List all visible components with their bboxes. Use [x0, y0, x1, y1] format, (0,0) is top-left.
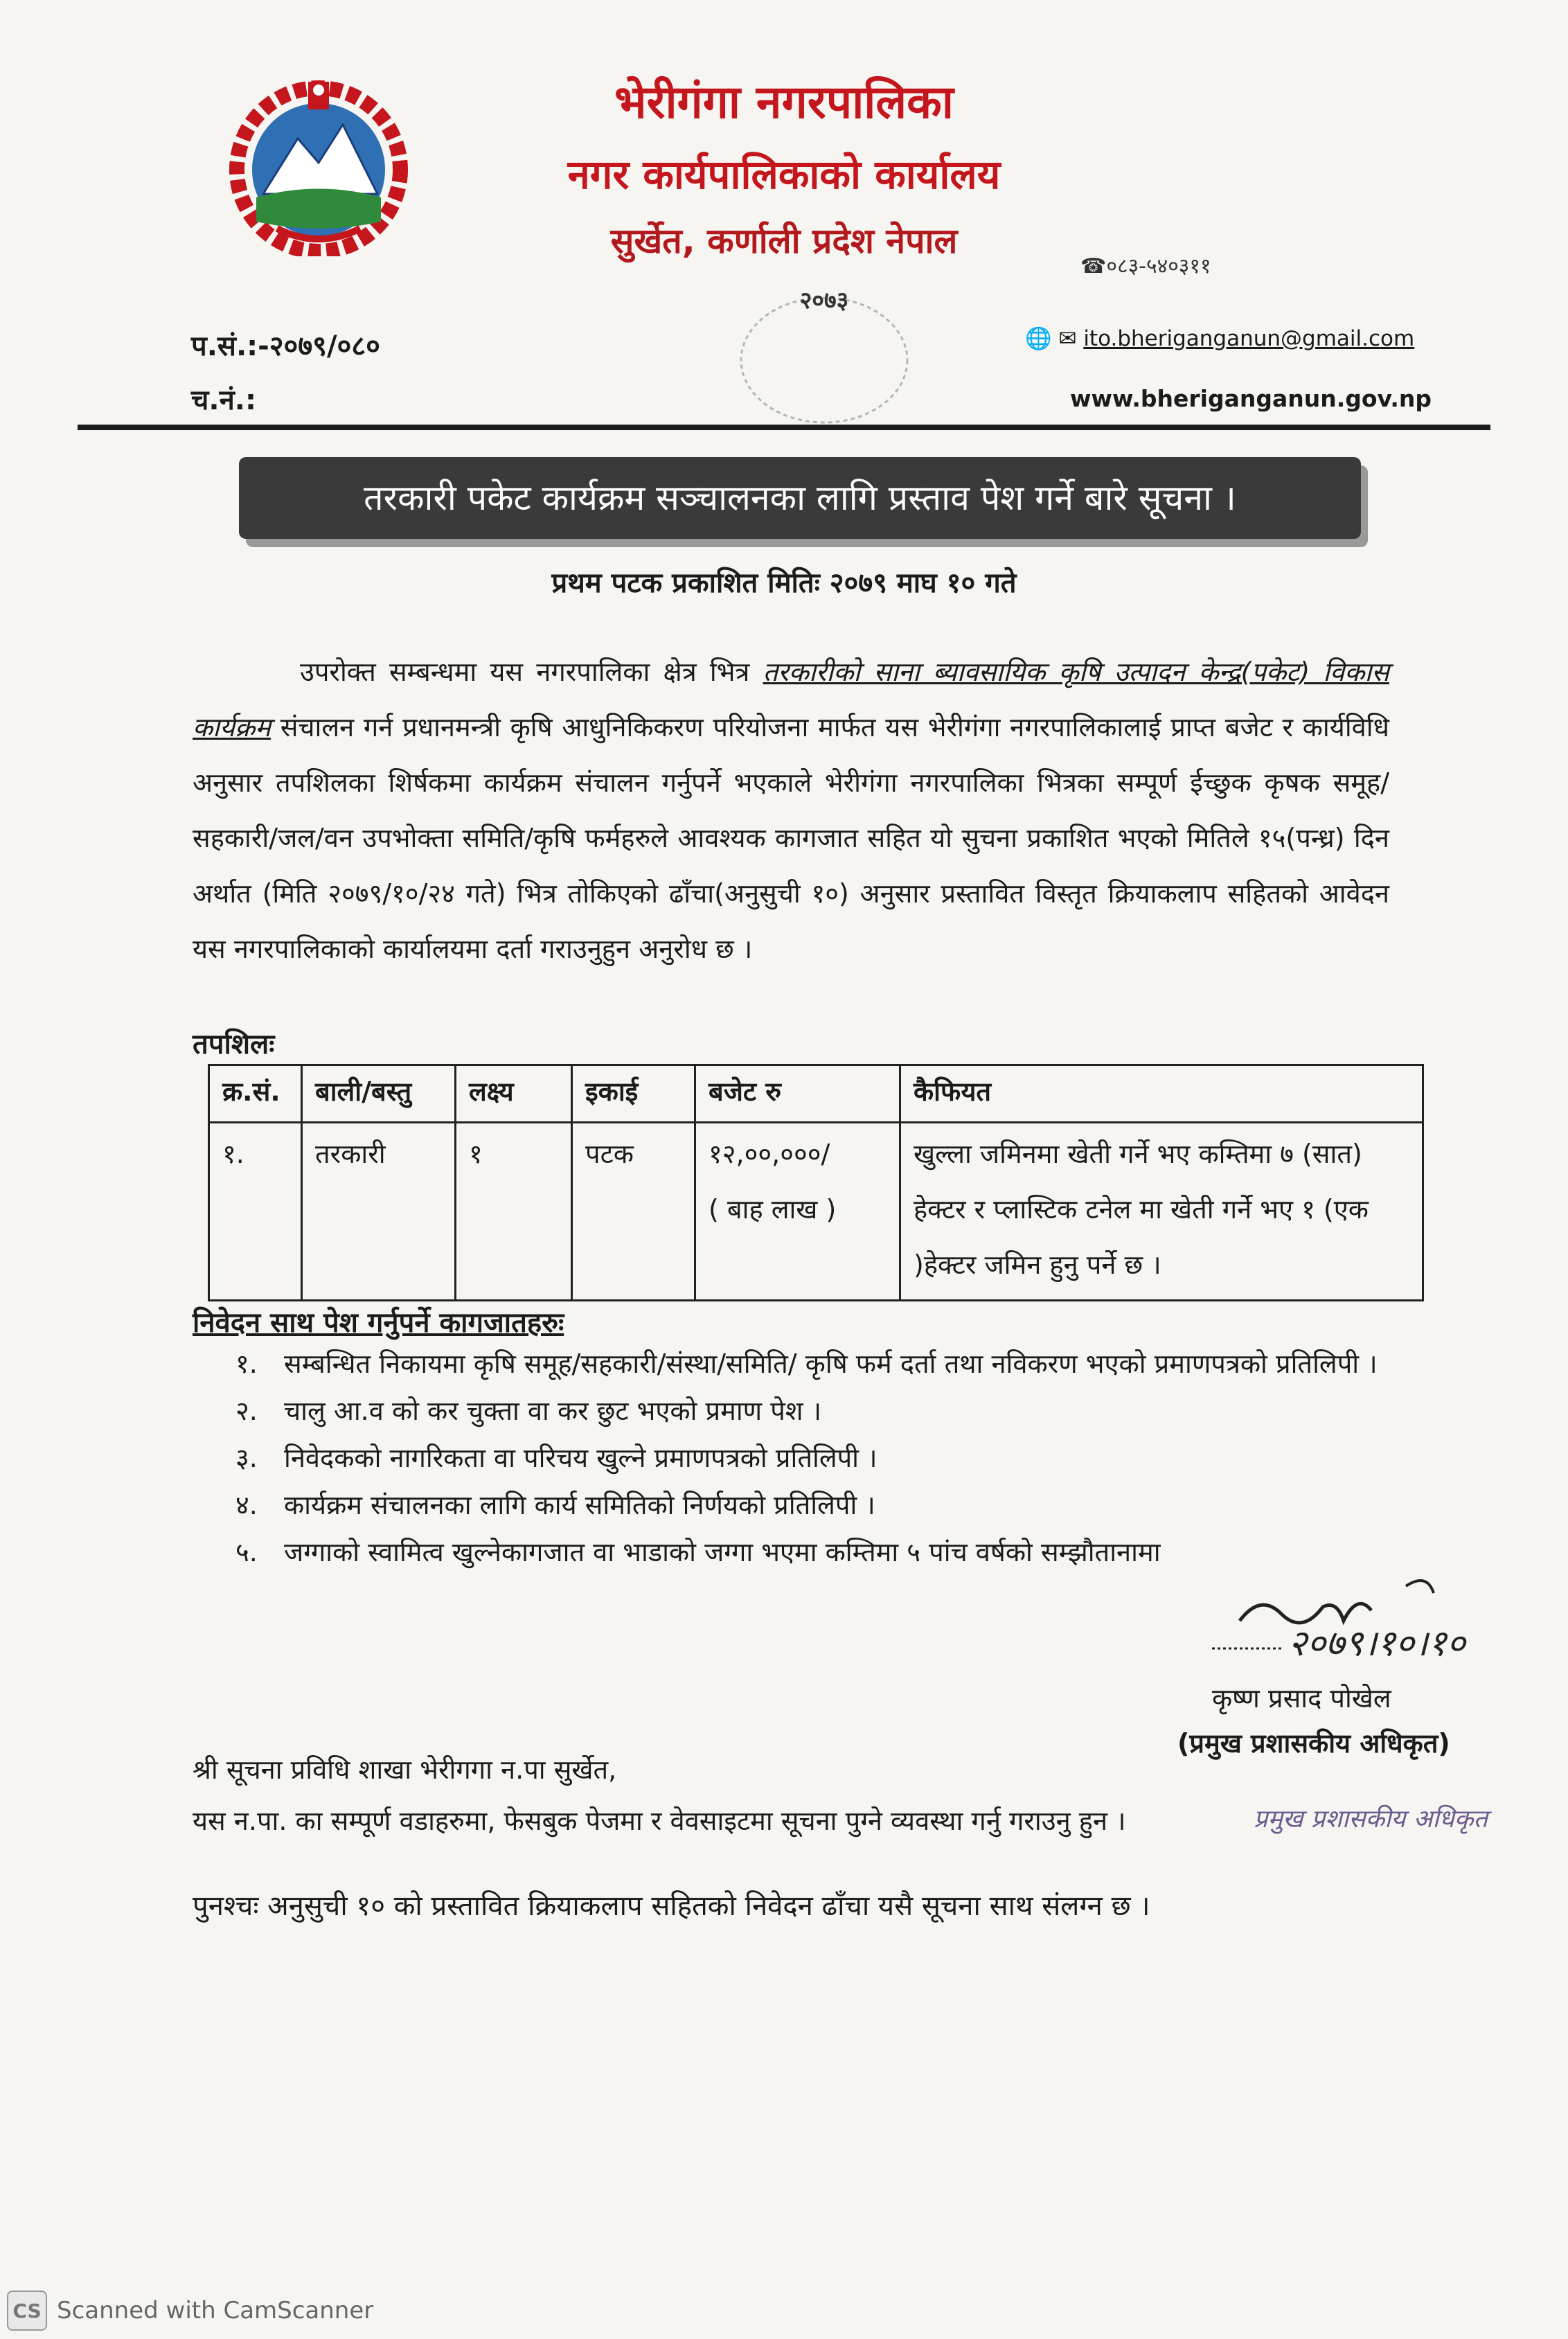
email-row: [1025, 326, 1414, 351]
website-link[interactable]: www.bheriganganun.gov.np: [1070, 385, 1432, 412]
col-unit: इकाई: [572, 1065, 695, 1123]
office-subtitle: नगर कार्यपालिकाको कार्यालय: [567, 151, 1001, 198]
mail-icon: ✉: [1058, 326, 1077, 351]
scanner-footer: [0, 2289, 373, 2332]
schedule-label: तपशिलः: [193, 1029, 275, 1060]
list-item: ४. कार्यक्रम संचालनका लागि कार्य समितिको निर्णयको प्रतिलिपी ।: [235, 1490, 875, 1520]
cell-sn: १.: [209, 1123, 302, 1301]
signer-title: (प्रमुख प्रशासकीय अधिकृत): [1177, 1728, 1450, 1759]
body-lead: उपरोक्त सम्बन्धमा यस नगरपालिका क्षेत्र भित्र: [300, 657, 763, 687]
documents-title: निवेदन साथ पेश गर्नुपर्ने कागजातहरुः: [193, 1307, 564, 1339]
signature-date: २०७९।१०।१०: [1288, 1623, 1465, 1664]
list-item: ३. निवेदकको नागरिकता वा परिचय खुल्ने प्रमाणपत्रको प्रतिलिपी ।: [235, 1443, 877, 1473]
table-row: [209, 1123, 1423, 1301]
col-budget: बजेट रु: [695, 1065, 900, 1123]
header-divider: [78, 425, 1490, 430]
email-link[interactable]: ito.bheriganganun@gmail.com: [1083, 326, 1415, 351]
documents-list: [235, 1340, 1427, 1576]
postscript: पुनश्चः अनुसुची १० को प्रस्तावित क्रियाकलाप सहितको निवेदन ढाँचा यसै सूचना साथ संलग्न छ ।: [193, 1890, 1150, 1922]
officer-stamp: प्रमुख प्रशासकीय अधिकृत: [1254, 1805, 1488, 1833]
list-item: ५. जग्गाको स्वामित्व खुल्नेकागजात वा भाडाको जग्गा भएमा कम्तिमा ५ पांच वर्षको सम्झौतानामा: [235, 1537, 1161, 1567]
cell-unit: पटक: [572, 1123, 695, 1301]
office-stamp: [720, 277, 928, 429]
cell-budget: [695, 1123, 900, 1301]
notice-body: [193, 644, 1389, 977]
signer-name: कृष्ण प्रसाद पोखेल: [1212, 1683, 1391, 1714]
globe-icon: 🌐: [1025, 326, 1052, 351]
body-highlight: तरकारीको साना ब्यावसायिक कृषि उत्पादन केन्द्र(पकेट) विकास कार्यक्रम: [193, 657, 1389, 742]
handwritten-signature: [1198, 1572, 1496, 1683]
cell-remarks: खुल्ला जमिनमा खेती गर्ने भए कम्तिमा ७ (सात) हेक्टर र प्लास्टिक टनेल मा खेती गर्ने भए १ (एक )हेक्टर जमिन हुनु पर्ने छ ।: [900, 1123, 1423, 1301]
cell-target: १: [456, 1123, 572, 1301]
cc-line-2: यस न.पा. का सम्पूर्ण वडाहरुमा, फेसबुक पेजमा र वेवसाइटमा सूचना पुग्ने व्यवस्था गर्नु गराउनु हुन ।: [193, 1806, 1126, 1836]
published-date: प्रथम पटक प्रकाशित मितिः २०७९ माघ १० गते: [551, 567, 1017, 599]
col-crop: बाली/बस्तु: [302, 1065, 456, 1123]
budget-words: ( बाह लाख ): [709, 1194, 837, 1225]
scanner-text: Scanned with CamScanner: [57, 2297, 374, 2324]
budget-amount: १२,००,०००/: [709, 1139, 830, 1169]
phone-number: ☎०८३-५४०३११: [1080, 254, 1211, 278]
municipality-title: भेरीगंगा नगरपालिका: [614, 75, 954, 129]
col-target: लक्ष्य: [456, 1065, 572, 1123]
schedule-table: [208, 1064, 1424, 1301]
list-item: १. सम्बन्धित निकायमा कृषि समूह/सहकारी/संस्था/समिति/ कृषि फर्म दर्ता तथा नविकरण भएको प्रमाणपत्रको प्रतिलिपी ।: [235, 1349, 1378, 1379]
stamp-year: २०७३: [799, 287, 849, 314]
camscanner-icon: CS: [7, 2291, 47, 2331]
table-header-row: [209, 1065, 1423, 1123]
dispatch-number: च.नं.:: [191, 384, 256, 416]
col-remarks: कैफियत: [900, 1065, 1423, 1123]
body-rest: संचालन गर्न प्रधानमन्त्री कृषि आधुनिकिकरण परियोजना मार्फत यस भेरीगंगा नगरपालिकालाई प्राप्त बजेट र कार्यविधि अनुसार तपशिलका शिर्षकमा कार्यक्रम संचालन गर्नुपर्ने भएकाले भेरीगंगा नगरपालिका भित्रका सम्पूर्ण ईच्छुक कृषक समूह/सहकारी/जल/वन उपभोक्ता समिति/कृषि फर्महरुले आवश्यक कागजात सहित यो सुचना प्रकाशित भएको मितिले १५(पन्ध्र) दिन अर्थात (मिति २०७९/१०/२४ गते) भित्र तोकिएको ढाँचा(अनुसुची १०) अनुसार प्रस्तावित विस्तृत क्रियाकलाप सहितको आवेदन यस नगरपालिकाको कार्यालयमा दर्ता गराउनुहुन अनुरोध छ ।: [193, 712, 1389, 964]
cc-line-1: श्री सूचना प्रविधि शाखा भेरीगगा न.पा सुर्खेत,: [193, 1754, 617, 1785]
cell-crop: तरकारी: [302, 1123, 456, 1301]
office-address: सुर्खेत, कर्णाली प्रदेश नेपाल: [610, 221, 958, 261]
col-sn: क्र.सं.: [209, 1065, 302, 1123]
notice-banner: तरकारी पकेट कार्यक्रम सञ्चालनका लागि प्रस्ताव पेश गर्ने बारे सूचना ।: [239, 457, 1361, 539]
list-item: २. चालु आ.व को कर चुक्ता वा कर छुट भएको प्रमाण पेश ।: [235, 1396, 822, 1426]
reference-number: प.सं.:-२०७९/०८०: [191, 330, 380, 362]
